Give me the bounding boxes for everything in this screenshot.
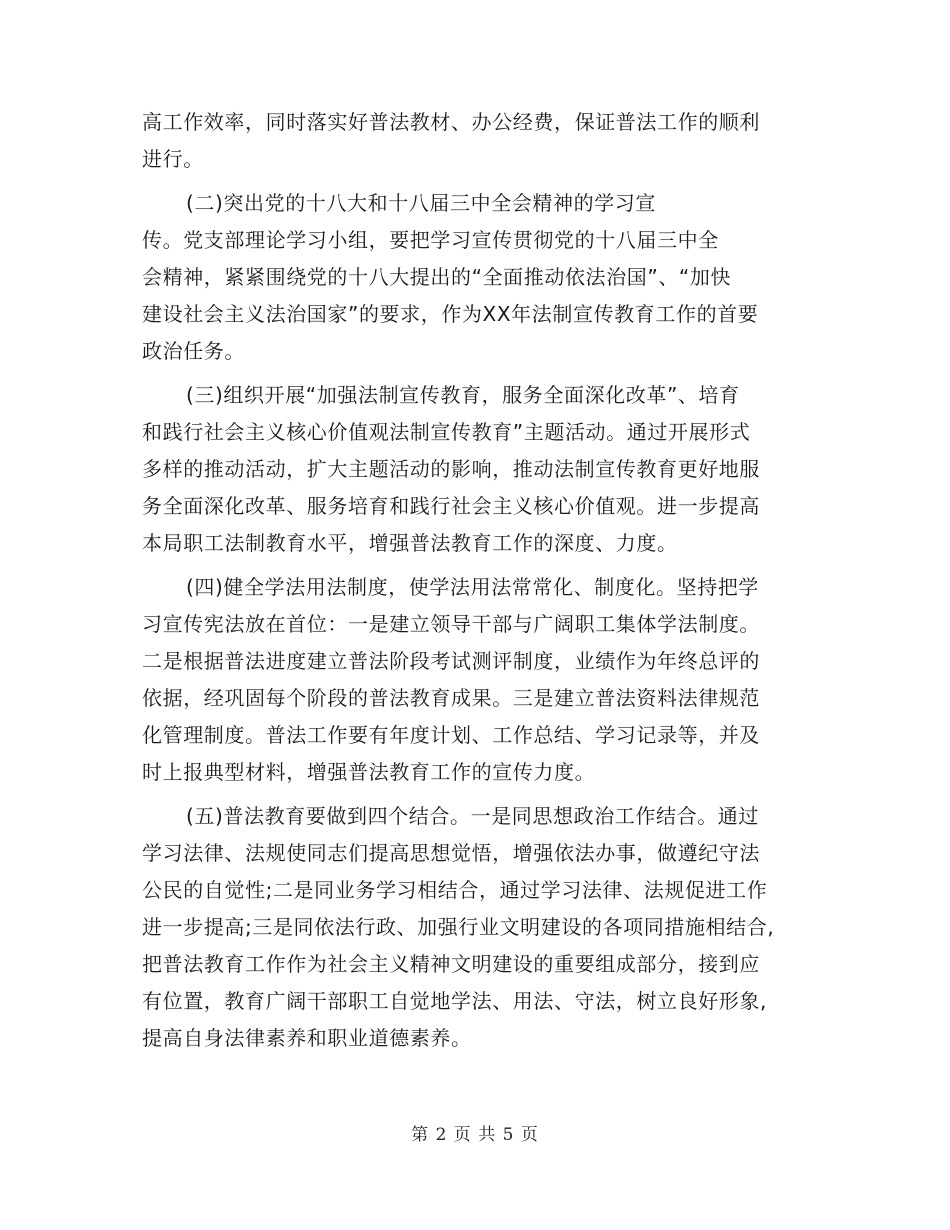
text-line: 建设社会主义法治国家”的要求，作为XX年法制宣传教育工作的首要: [142, 302, 759, 326]
text-line: 化管理制度。普法工作要有年度计划、工作总结、学习记录等，并及: [142, 723, 760, 747]
text-line: (三)组织开展“加强法制宣传教育，服务全面深化改革”、培育: [186, 383, 740, 407]
text-line: 多样的推动活动，扩大主题活动的影响，推动法制宣传教育更好地服: [142, 457, 760, 481]
page-number-footer: 第 2 页 共 5 页: [411, 1125, 539, 1145]
paragraph-2: [142, 185, 812, 370]
text-line: 依据，经巩固每个阶段的普法教育成果。三是建立普法资料法律规范: [142, 686, 760, 710]
text-line: 公民的自觉性;二是同业务学习相结合，通过学习法律、法规促进工作: [142, 878, 768, 902]
paragraph-3: [142, 377, 812, 562]
text-line: 时上报典型材料，增强普法教育工作的宣传力度。: [142, 760, 596, 784]
text-line: 把普法教育工作作为社会主义精神文明建设的重要组成部分，接到应: [142, 952, 760, 976]
document-body: [142, 104, 812, 1064]
paragraph-1: [142, 104, 812, 178]
text-line: 二是根据普法进度建立普法阶段考试测评制度，业绩作为年终总评的: [142, 649, 760, 673]
text-line: 本局职工法制教育水平，增强普法教育工作的深度、力度。: [142, 531, 678, 555]
text-line: 学习法律、法规使同志们提高思想觉悟，增强依法办事，做遵纪守法: [142, 841, 760, 865]
text-line: (二)突出党的十八大和十八届三中全会精神的学习宣: [186, 191, 657, 215]
text-line: (四)健全学法用法制度，使学法用法常常化、制度化。坚持把学: [186, 575, 760, 599]
text-line: 和践行社会主义核心价值观法制宣传教育”主题活动。通过开展形式: [142, 420, 751, 444]
text-line: 进行。: [142, 147, 204, 171]
paragraph-5: [142, 798, 812, 1057]
text-line: 传。党支部理论学习小组，要把学习宣传贯彻党的十八届三中全: [142, 228, 719, 252]
paragraph-4: [142, 569, 812, 791]
text-line: 会精神，紧紧围绕党的十八大提出的“全面推动依法治国”、“加快: [142, 265, 732, 289]
text-line: (五)普法教育要做到四个结合。一是同思想政治工作结合。通过: [186, 804, 760, 828]
text-line: 政治任务。: [142, 339, 245, 363]
text-line: 务全面深化改革、服务培育和践行社会主义核心价值观。进一步提高: [142, 494, 760, 518]
text-line: 有位置，教育广阔干部职工自觉地学法、用法、守法，树立良好形象,: [142, 989, 767, 1013]
text-line: 习宣传宪法放在首位：一是建立领导干部与广阔职工集体学法制度。: [142, 612, 760, 636]
text-line: 提高自身法律素养和职业道德素养。: [142, 1026, 472, 1050]
text-line: 进一步提高;三是同依法行政、加强行业文明建设的各项同措施相结合,: [142, 915, 775, 939]
text-line: 高工作效率，同时落实好普法教材、办公经费，保证普法工作的顺利: [142, 110, 760, 134]
